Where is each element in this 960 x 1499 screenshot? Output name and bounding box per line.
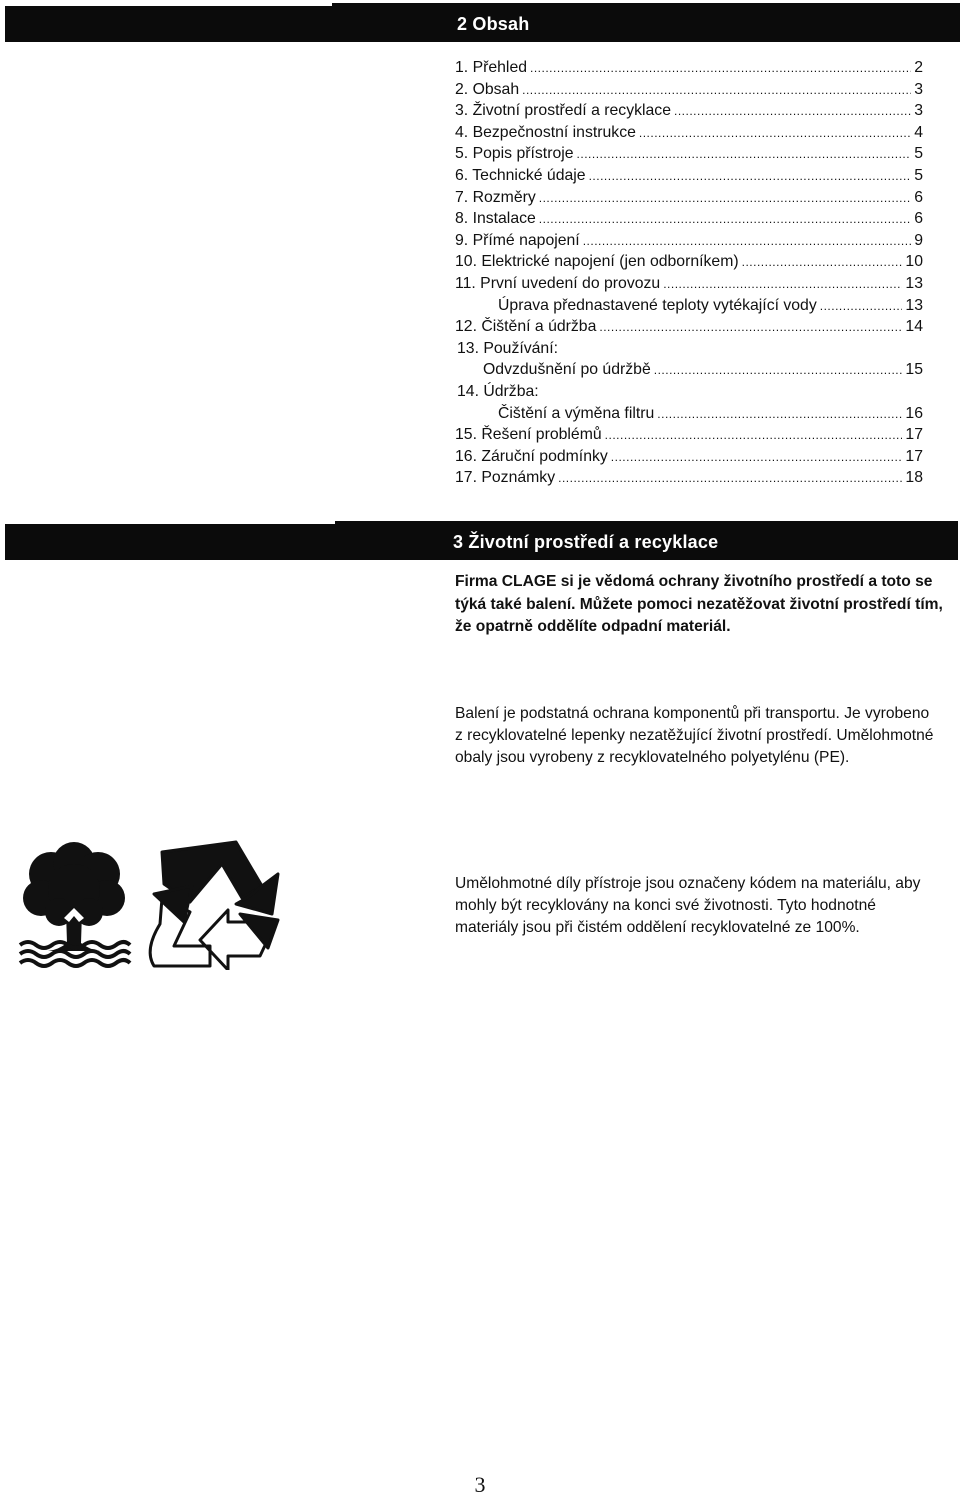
section-header-environment (5, 524, 958, 560)
toc-entry[interactable]: 7. Rozměry ..... 6 (455, 187, 923, 209)
toc-entry[interactable]: 9. Přímé napojení ..... 9 (455, 230, 923, 252)
environment-icons (14, 838, 284, 970)
toc-entry[interactable]: 11. První uvedení do provozu ..... 13 (455, 273, 923, 295)
toc-subentry[interactable]: Odvzdušnění po údržbě ..... 15 (455, 359, 923, 381)
lead-paragraph: Firma CLAGE si je vědomá ochrany životního prostředí a toto se týká také balení. Můžete pomoci nezatěžovat životní prostředí tím, že opatrně oddělíte odpadní materiál. (455, 573, 943, 635)
recycling-arrows-icon (150, 842, 278, 970)
toc-group-heading: 14. Údržba: (457, 382, 539, 400)
plastic-parts-paragraph: Umělohmotné díly přístroje jsou označeny kódem na materiálu, aby mohly být recyklovány na konci své životnosti. Tyto hodnotné materiály jsou při čistém oddělení recyklovatelné ze 100%. (455, 875, 921, 936)
section-header-contents (5, 6, 960, 42)
section-title: 3 Životní prostředí a recyklace (453, 532, 719, 552)
packaging-paragraph: Balení je podstatná ochrana komponentů při transportu. Je vyrobeno z recyklovatelné lepenky nezatěžující životní prostředí. Umělohmotné obaly jsou vyrobeny z recyklovatelného polyetylénu (PE). (455, 705, 934, 766)
toc-entry[interactable]: 5. Popis přístroje ..... 5 (455, 143, 923, 165)
toc-entry[interactable]: 16. Záruční podmínky ..... 17 (455, 446, 923, 468)
toc-entry[interactable]: 6. Technické údaje ..... 5 (455, 165, 923, 187)
toc-entry[interactable]: 15. Řešení problémů ..... 17 (455, 424, 923, 446)
toc-subentry[interactable]: Čištění a výměna filtru ..... 16 (455, 403, 923, 425)
tree-environment-icon (20, 842, 130, 966)
table-of-contents (455, 57, 923, 489)
toc-entry[interactable]: 2. Obsah ..... 3 (455, 79, 923, 101)
toc-subentry[interactable]: Úprava přednastavené teploty vytékající vody ..... 13 (455, 295, 923, 317)
page-number: 3 (474, 1472, 486, 1497)
toc-entry[interactable]: 12. Čištění a údržba ..... 14 (455, 316, 923, 338)
toc-entry[interactable]: 10. Elektrické napojení (jen odborníkem) ..... 10 (455, 251, 923, 273)
toc-entry[interactable]: 3. Životní prostředí a recyklace ..... 3 (455, 100, 923, 122)
toc-entry[interactable]: 17. Poznámky ..... 18 (455, 467, 923, 489)
toc-entry[interactable]: 8. Instalace ..... 6 (455, 208, 923, 230)
section-title: 2 Obsah (457, 14, 530, 34)
toc-entry[interactable]: 4. Bezpečnostní instrukce ..... 4 (455, 122, 923, 144)
toc-entry[interactable]: 1. Přehled ..... 2 (455, 57, 923, 79)
toc-group-heading: 13. Používání: (457, 339, 558, 357)
